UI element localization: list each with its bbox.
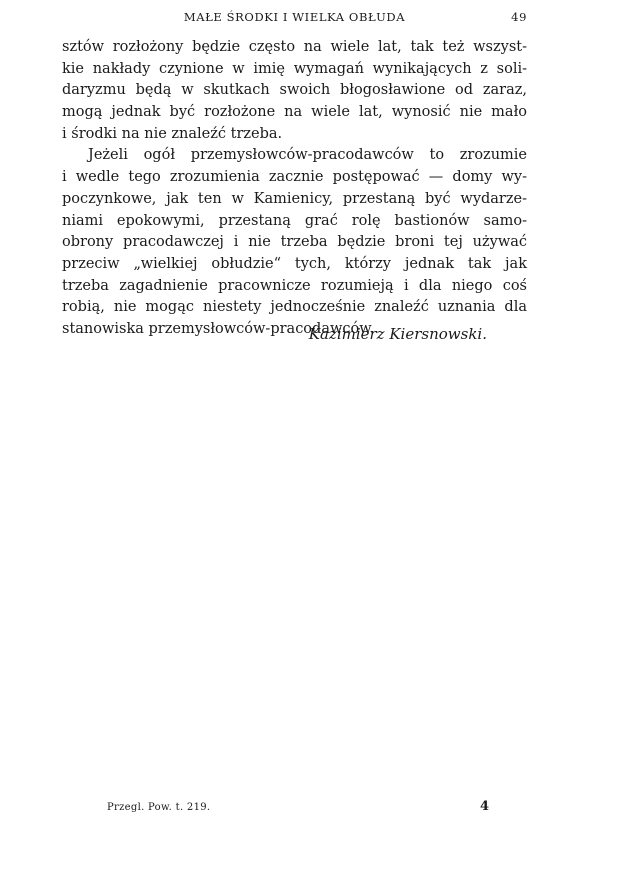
footer-sheet-number: 4 [480,799,490,814]
text-line: sztów rozłożony będzie często na wiele lat, tak też wszyst- [62,39,527,55]
text-line: trzeba zagadnienie pracownicze rozumieją i dla niego coś [62,277,527,294]
text-line: robią, nie mogąc niestety jednocześnie znaleźć uznania dla [62,299,527,316]
author-signature: Kazimierz Kiersnowski. [308,325,487,343]
text-line: Jeżeli ogół przemysłowców-pracodawców to zrozumie [88,147,527,164]
paragraph-1 [62,37,527,145]
text-line: poczynkowe, jak ten w Kamienicy, przestaną być wydarze- [62,190,527,207]
text-line: i środki na nie znaleźć trzeba. [62,125,283,142]
text-line: kie nakłady czynione w imię wymagań wynikających z soli- [62,60,527,77]
text-line: mogą jednak być rozłożone na wiele lat, wynosić nie mało [62,104,527,121]
text-line: daryzmu będą w skutkach swoich błogosławione od zaraz, [62,82,527,99]
footer-signature-mark: Przegl. Pow. t. 219. [107,802,211,813]
paragraph-2 [62,145,527,340]
text-line: niami epokowymi, przestaną grać rolę bastionów samo- [62,212,527,229]
text-line: i wedle tego zrozumienia zacznie postępować — domy wy- [62,169,527,186]
running-head [62,10,527,26]
body-text [62,37,527,341]
running-title: MAŁE ŚRODKI I WIELKA OBŁUDA [183,10,406,24]
text-line: przeciw „wielkiej obłudzie“ tych, którzy jednak tak jak [62,255,527,272]
text-line: stanowiska przemysłowców-pracodawców. [62,320,375,337]
text-line: obrony pracodawczej i nie trzeba będzie broni tej używać [62,234,527,251]
page-number: 49 [511,10,527,24]
